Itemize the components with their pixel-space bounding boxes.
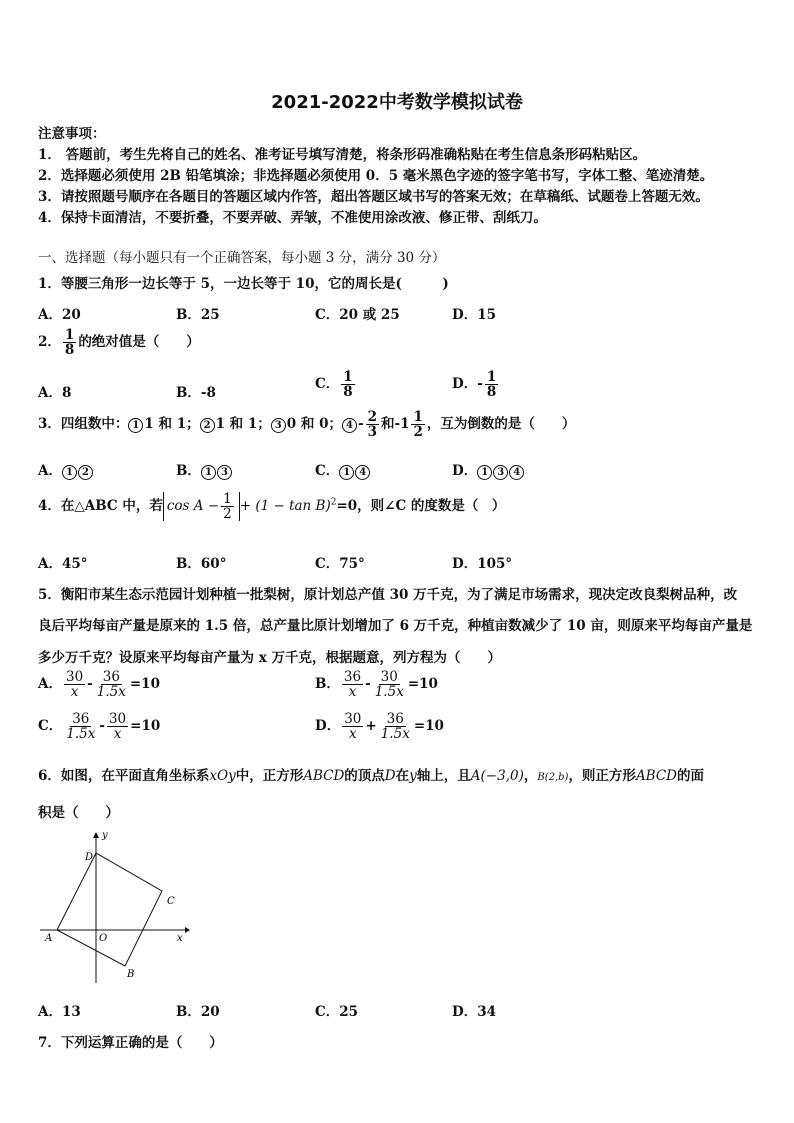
option-d: D． $\frac{30}{x}$ + $\frac{36}{1.5x}$ =10 — [315, 711, 444, 743]
option-c: C． $\frac{36}{1.5x}$ - $\frac{30}{x}$ =10 — [38, 711, 161, 743]
notice-item: 4．保持卡面清洁，不要折叠，不要弄破、弄皱，不准使用涂改液、修正带、刮纸刀。 — [38, 210, 547, 226]
fraction: $\frac{1}{8}$ — [64, 327, 75, 359]
question-stem-line: 多少万千克？设原来平均每亩产量为 x 万千克，根据题意，列方程为（ ） — [38, 650, 501, 666]
option-a: A．45° — [38, 556, 88, 572]
option-c: C．20 或 25 — [315, 307, 400, 323]
option-a: A．8 — [38, 385, 72, 401]
label-d: D — [85, 852, 94, 863]
option-a: A． 1 2 — [38, 459, 94, 480]
question-stem: 7．下列运算正确的是（ ） — [38, 1035, 223, 1051]
option-b: B．60° — [176, 556, 227, 572]
question-stem-line: 6．如图，在平面直角坐标系xOy中，正方形ABCD的顶点D在y轴上，且A(−3,0)，B(2,b)，则正方形ABCD的面 — [38, 768, 705, 784]
question-stem: 2． $\frac{1}{8}$ 的绝对值是（ ） — [38, 327, 200, 359]
option-b: B． $\frac{36}{x}$ - $\frac{30}{1.5x}$ =10 — [315, 669, 438, 701]
x-axis-arrow — [185, 927, 190, 933]
page-title: 2021-2022中考数学模拟试卷 — [271, 92, 523, 113]
question-stem-line: 良后平均每亩产量是原来的 1.5 倍，总产量比原计划增加了 6 万千克，种植亩数减少了 10 亩，则原来平均每亩产量是 — [38, 618, 753, 634]
option-b: B．20 — [176, 1004, 220, 1020]
label-y: y — [102, 830, 108, 841]
label-c: C — [167, 896, 175, 907]
notice-heading: 注意事项： — [38, 126, 106, 142]
option-b: B． 1 3 — [176, 459, 233, 480]
question-stem-line: 5．衡阳市某生态示范园计划种植一批梨树，原计划总产值 30 万千克，为了满足市场需求，现决定改良梨树品种，改 — [38, 587, 738, 603]
section-heading: 一、选择题（每小题只有一个正确答案，每小题 3 分，满分 30 分） — [38, 250, 446, 266]
option-d: D．105° — [452, 556, 513, 572]
question-stem: 1．等腰三角形一边长等于 5，一边长等于 10，它的周长是( ) — [38, 276, 449, 292]
question-stem-line: 积是（ ） — [38, 805, 119, 821]
option-a: A．13 — [38, 1004, 81, 1020]
option-d: D．- $\frac{1}{8}$ — [452, 369, 497, 401]
option-c: C． 1 4 — [315, 459, 371, 480]
option-c: C． $\frac{1}{8}$ — [315, 369, 353, 401]
option-d: D． 1 3 4 — [452, 459, 525, 480]
question-stem: 4．在△ABC 中，若 cos A − $\frac{1}{2}$ + $(1 - \tan B)^2=0$，则∠C 的度数是（ ） — [38, 491, 506, 523]
question-stem: 3．四组数中： 1 1 和 1； 2 1 和 1； 3 0 和 0； 4 - $\frac{2}{3}$ 和-1 $\frac{1}{2}$ ，互为倒数的是（ ） — [38, 409, 576, 441]
notice-item: 3．请按照题号顺序在各题目的答题区域内作答，超出答题区域书写的答案无效；在草稿纸、试题卷上答题无效。 — [38, 189, 709, 205]
option-b: B．25 — [176, 307, 220, 323]
square-abcd — [57, 853, 162, 966]
option-c: C．75° — [315, 556, 365, 572]
notice-item: 1． 答题前，考生先将自己的姓名、准考证号填写清楚，将条形码准确粘贴在考生信息条形码粘贴区。 — [38, 147, 647, 163]
label-b: B — [127, 969, 135, 980]
option-c: C．25 — [315, 1004, 359, 1020]
label-x: x — [177, 933, 183, 944]
y-axis-arrow — [93, 832, 99, 838]
option-d: D．15 — [452, 307, 496, 323]
label-o: O — [99, 933, 108, 944]
option-b: B．-8 — [176, 385, 216, 401]
option-d: D．34 — [452, 1004, 496, 1020]
option-a: A． $\frac{30}{x}$ - $\frac{36}{1.5x}$ =10 — [38, 669, 160, 701]
coordinate-figure — [30, 828, 200, 988]
option-a: A．20 — [38, 307, 81, 323]
notice-item: 2．选择题必须使用 2B 铅笔填涂；非选择题必须使用 0．5 毫米黑色字迹的签字笔书写，字体工整、笔迹清楚。 — [38, 168, 714, 184]
label-a: A — [45, 933, 53, 944]
